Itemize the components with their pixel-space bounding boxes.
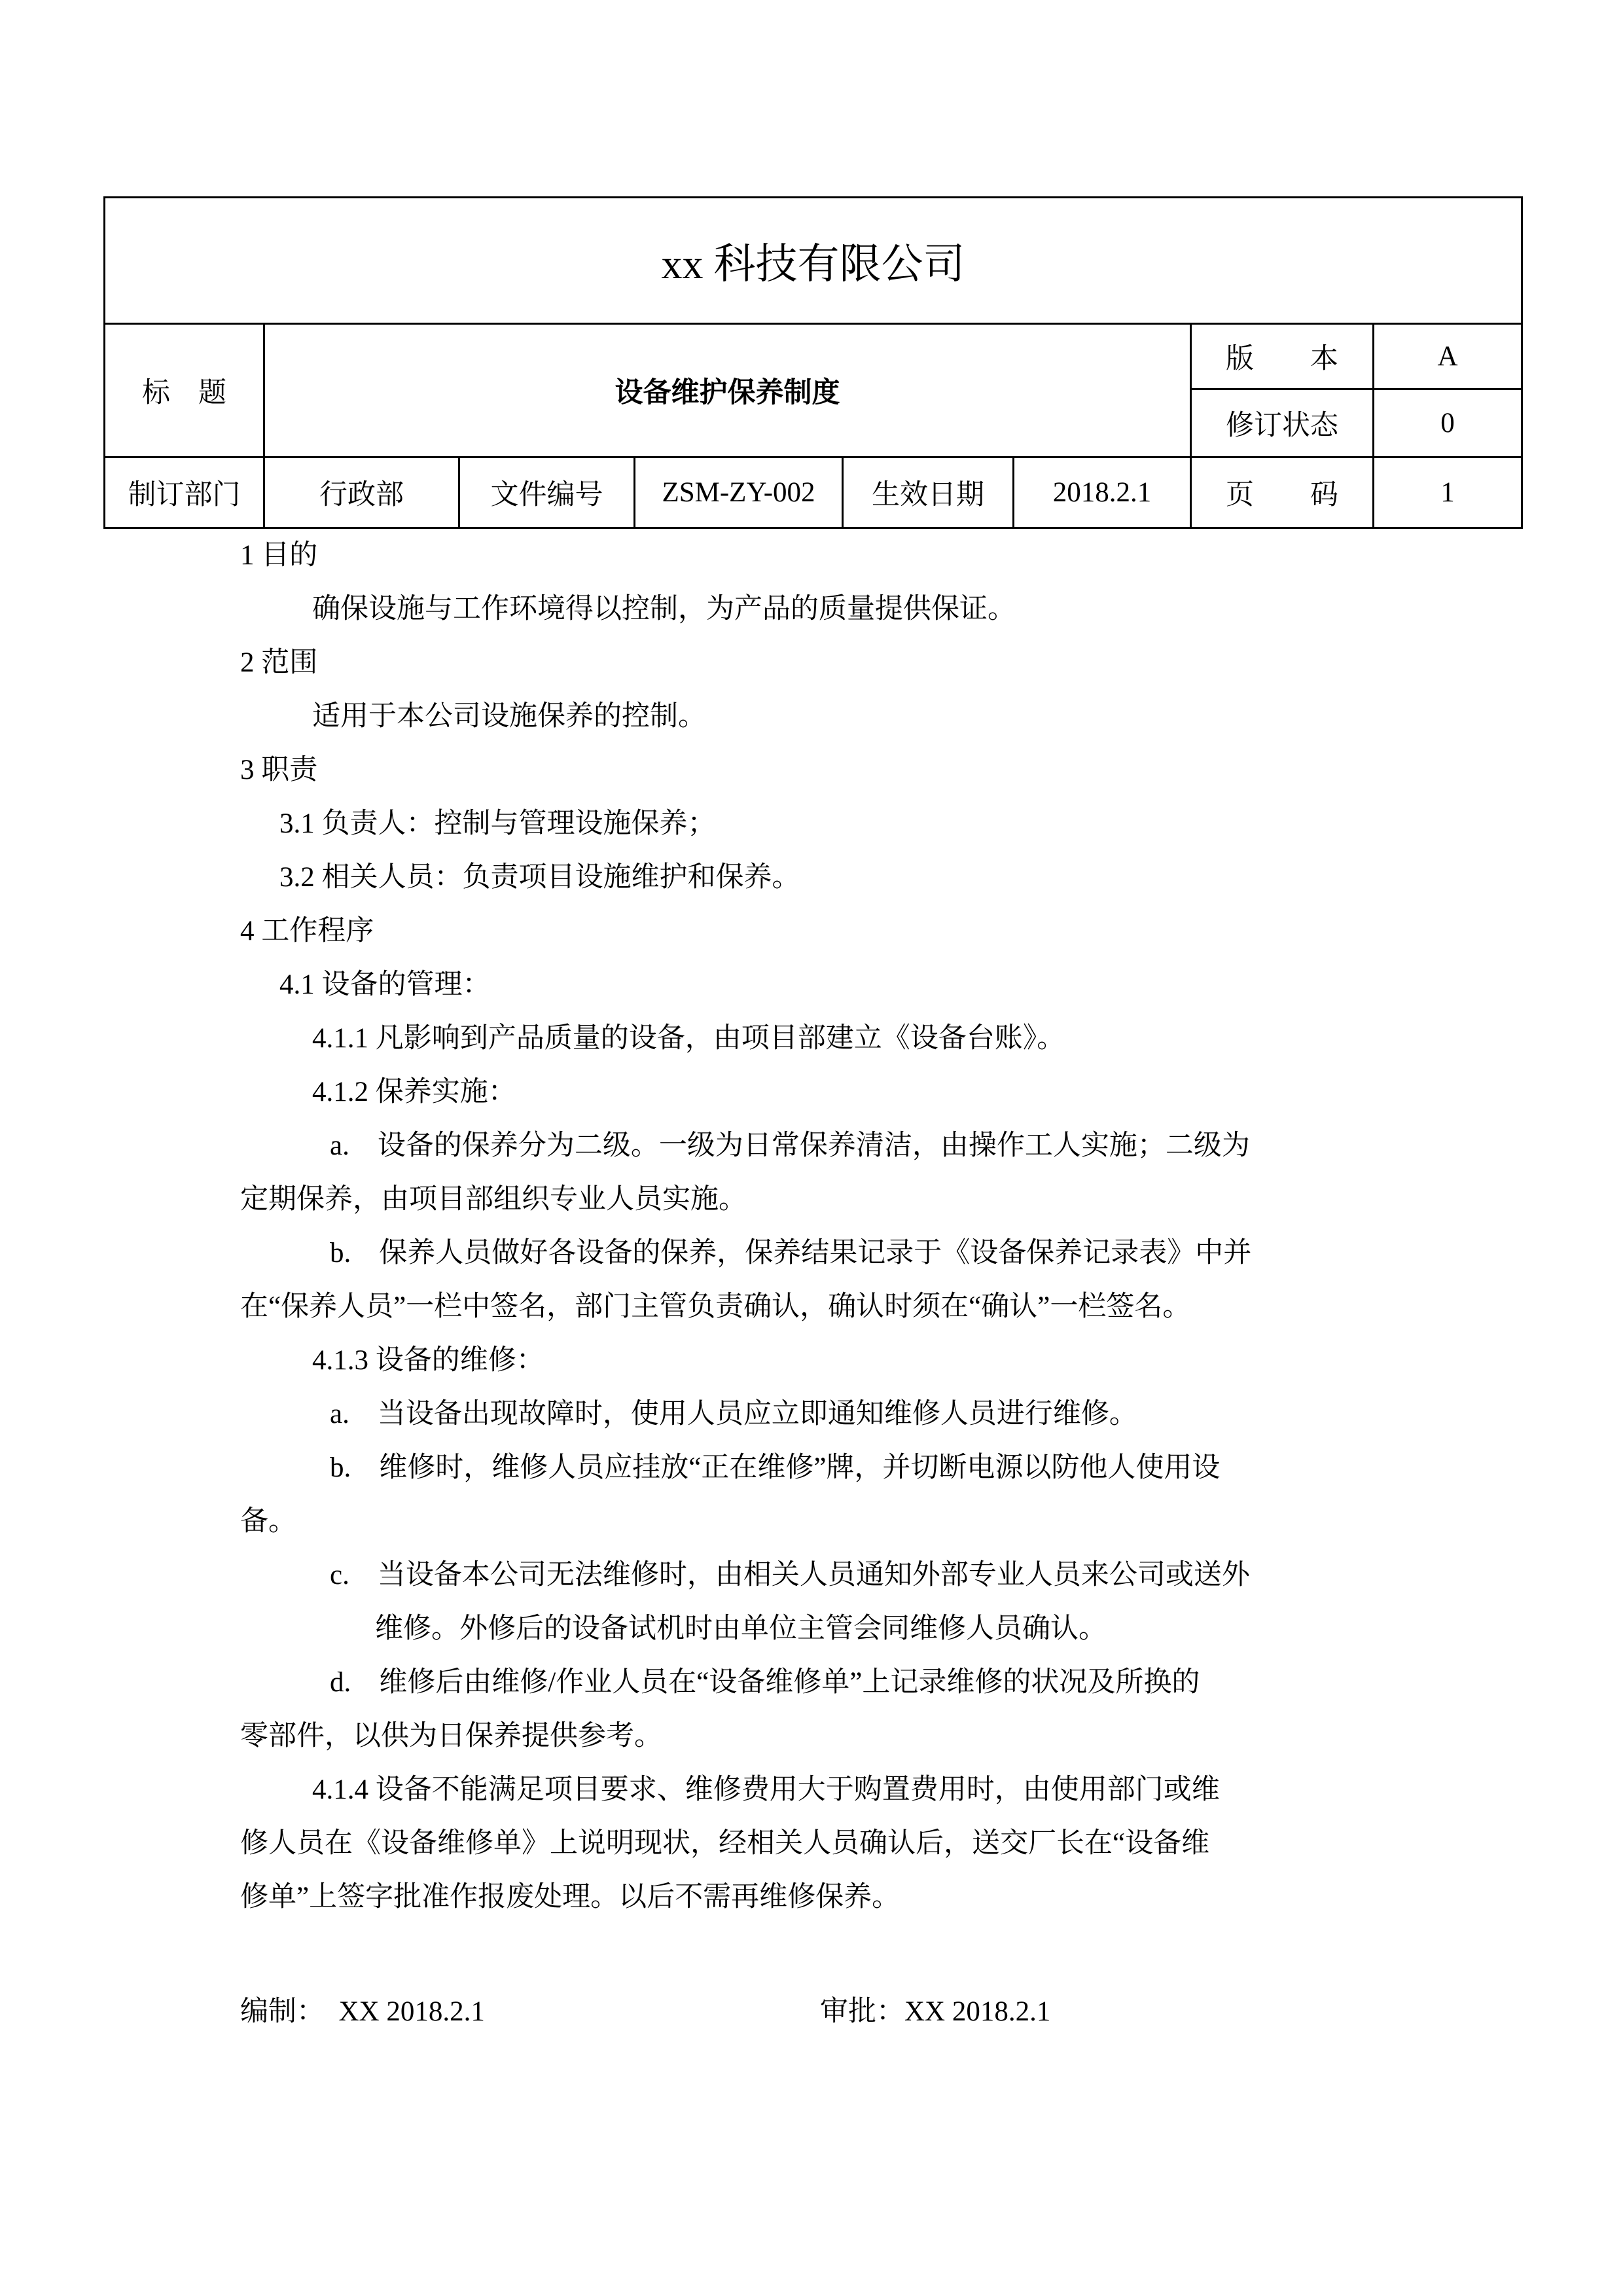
header-table xyxy=(103,196,1523,529)
body-text-line: 备。 xyxy=(240,1506,296,1537)
body-text-line: 4.1.1 凡影响到产品质量的设备，由项目部建立《设备台账》。 xyxy=(312,1023,1065,1054)
revision-status-label: 修订状态 xyxy=(1191,389,1374,457)
body-text-line: 4.1.2 保养实施： xyxy=(312,1077,516,1107)
effective-date-value: 2018.2.1 xyxy=(1014,457,1191,528)
body-text-line: d. 维修后由维修/作业人员在“设备维修单”上记录维修的状况及所换的 xyxy=(330,1667,1200,1698)
body-text-line: b. 保养人员做好各设备的保养，保养结果记录于《设备保养记录表》中并 xyxy=(330,1238,1252,1268)
body-text-line: 4.1 设备的管理： xyxy=(279,969,491,1000)
body-text-line: a. 设备的保养分为二级。一级为日常保养清洁，由操作工人实施；二级为 xyxy=(330,1130,1250,1161)
body-text-line: 确保设施与工作环境得以控制，为产品的质量提供保证。 xyxy=(312,594,1016,624)
dept-value: 行政部 xyxy=(264,457,459,528)
prepared-by: 编制： XX 2018.2.1 xyxy=(240,1996,485,2027)
body-text-line: 修单”上签字批准作报废处理。以后不需再维修保养。 xyxy=(240,1882,901,1912)
body-text-line: 1 目的 xyxy=(240,540,318,571)
effective-date-label: 生效日期 xyxy=(843,457,1014,528)
body-text-line: 3.2 相关人员：负责项目设施维护和保养。 xyxy=(279,862,800,893)
version-label: 版 本 xyxy=(1191,324,1374,389)
dept-label: 制订部门 xyxy=(105,457,264,528)
document-title: 设备维护保养制度 xyxy=(264,324,1191,457)
body-text-line: 4 工作程序 xyxy=(240,916,374,946)
body-text-line: a. 当设备出现故障时，使用人员应立即通知维修人员进行维修。 xyxy=(330,1399,1137,1429)
body-text-line: 零部件，以供为日保养提供参考。 xyxy=(240,1721,662,1751)
signature-footer xyxy=(0,1985,1623,2039)
body-text-line: 在“保养人员”一栏中签名，部门主管负责确认，确认时须在“确认”一栏签名。 xyxy=(240,1291,1191,1322)
body-text-line: c. 当设备本公司无法维修时，由相关人员通知外部专业人员来公司或送外 xyxy=(330,1560,1250,1590)
body-text-line: b. 维修时，维修人员应挂放“正在维修”牌，并切断电源以防他人使用设 xyxy=(330,1452,1221,1483)
doc-no-value: ZSM-ZY-002 xyxy=(635,457,843,528)
page-number-value: 1 xyxy=(1374,457,1522,528)
body-text-line: 2 范围 xyxy=(240,647,318,678)
body-text-line: 定期保养，由项目部组织专业人员实施。 xyxy=(240,1184,747,1215)
body-text-line: 3 职责 xyxy=(240,755,318,785)
body-text-line: 修人员在《设备维修单》上说明现状，经相关人员确认后，送交厂长在“设备维 xyxy=(240,1828,1210,1859)
body-text-line: 4.1.3 设备的维修： xyxy=(312,1345,544,1376)
body-text-line: 3.1 负责人：控制与管理设施保养； xyxy=(279,808,716,839)
document-body xyxy=(240,529,1412,1924)
body-text-line: 适用于本公司设施保养的控制。 xyxy=(312,701,706,732)
page-number-label: 页 码 xyxy=(1191,457,1374,528)
version-value: A xyxy=(1374,324,1522,389)
revision-status-value: 0 xyxy=(1374,389,1522,457)
title-label: 标 题 xyxy=(105,324,264,457)
doc-no-label: 文件编号 xyxy=(459,457,635,528)
body-text-line: 维修。外修后的设备试机时由单位主管会同维修人员确认。 xyxy=(375,1613,1107,1644)
approved-by: 审批：XX 2018.2.1 xyxy=(820,1996,1051,2027)
company-name: xx 科技有限公司 xyxy=(105,198,1522,324)
body-text-line: 4.1.4 设备不能满足项目要求、维修费用大于购置费用时，由使用部门或维 xyxy=(312,1774,1220,1805)
